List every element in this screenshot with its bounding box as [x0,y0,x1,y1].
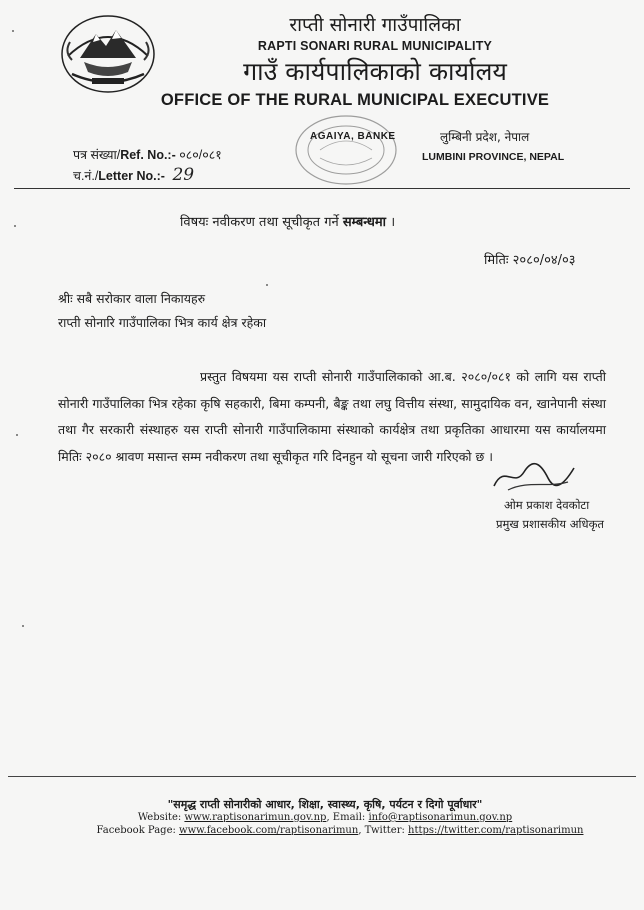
letter-label-en: Letter No.:- [98,169,165,183]
facebook-label: Facebook Page: [96,825,180,836]
nepal-emblem-logo [58,12,158,96]
footer-contact [90,812,560,823]
seal-place-label: AGAIYA, BANKE [310,131,396,142]
ref-label-en: Ref. No.:- [120,148,176,162]
signature-mark [488,458,580,496]
scan-speck [22,625,24,627]
letter-value: 29 [172,165,195,185]
letter-number [73,165,194,185]
municipality-name-en: RAPTI SONARI RURAL MUNICIPALITY [257,39,493,53]
email-link[interactable]: info@raptisonarimun.gov.np [368,812,513,823]
province-np: लुम्बिनी प्रदेश, नेपाल [440,130,530,144]
facebook-link[interactable]: www.facebook.com/raptisonarimun [179,825,359,836]
ref-value: ०८०/०८१ [179,148,222,162]
subject-suffix: । [386,215,396,230]
email-label: , Email: [326,812,369,823]
scan-speck [14,225,16,227]
reference-number [73,146,222,163]
header-divider [14,188,630,189]
twitter-label: , Twitter: [358,825,409,836]
municipality-name-np: राप्ती सोनारी गाउँपालिका [289,14,461,36]
scan-speck [266,284,268,286]
signatory-title: प्रमुख प्रशासकीय अधिकृत [496,517,604,531]
footer-slogan: "समृद्ध राप्ती सोनारीको आधार, शिक्षा, स्वास्थ्य, कृषि, पर्यटन र दिगो पूर्वाधार" [167,798,483,811]
website-label: Website: [137,812,185,823]
website-link[interactable]: www.raptisonarimun.gov.np [184,812,327,823]
subject-highlight: सम्बन्धमा [342,215,387,230]
subject-prefix: विषयः नवीकरण तथा सूचीकृत गर्ने [180,215,343,230]
footer-social [80,825,600,836]
signatory-name: ओम प्रकाश देवकोटा [504,498,590,512]
province-en: LUMBINI PROVINCE, NEPAL [422,151,565,163]
addressee-line-2: राप्ती सोनारि गाउँपालिका भित्र कार्य क्षेत्र रहेका [58,315,267,330]
scan-speck [16,434,18,436]
subject-line [180,212,490,230]
ref-label-np: पत्र संख्या/ [73,148,121,162]
footer-divider [8,776,636,777]
twitter-link[interactable]: https://twitter.com/raptisonarimun [408,825,584,836]
letter-date: मितिः २०८०/०४/०३ [484,253,576,268]
office-seal-stamp [290,110,402,188]
scan-speck [12,30,14,32]
office-name-np: गाउँ कार्यपालिकाको कार्यालय [243,57,507,86]
office-name-en: OFFICE OF THE RURAL MUNICIPAL EXECUTIVE [160,91,550,109]
addressee-line-1: श्रीः सबै सरोकार वाला निकायहरु [58,291,206,306]
body-paragraph: प्रस्तुत विषयमा यस राप्ती सोनारी गाउँपालिकाको आ.ब. २०८०/०८१ को लागि यस राप्ती सोनारी गाउँपालिका भित्र रहेका कृषि सहकारी, बिमा कम्पनी, बैङ्क तथा लघु वित्तीय संस्था, सामुदायिक वन, खानेपानी संस्था तथा गैर सरकारी संस्थाहरु यस राप्ती सोनारी गाउँपालिकामा संस्थाको कार्यक्षेत्र तथा प्रकृतिका आधारमा यस कार्यालयमा मितिः २०८० श्रावण मसान्त सम्म नवीकरण तथा सूचीकृत गरि दिनहुन यो सूचना जारी गरिएको छ । [58,369,606,464]
letter-label-np: च.नं./ [73,169,99,183]
